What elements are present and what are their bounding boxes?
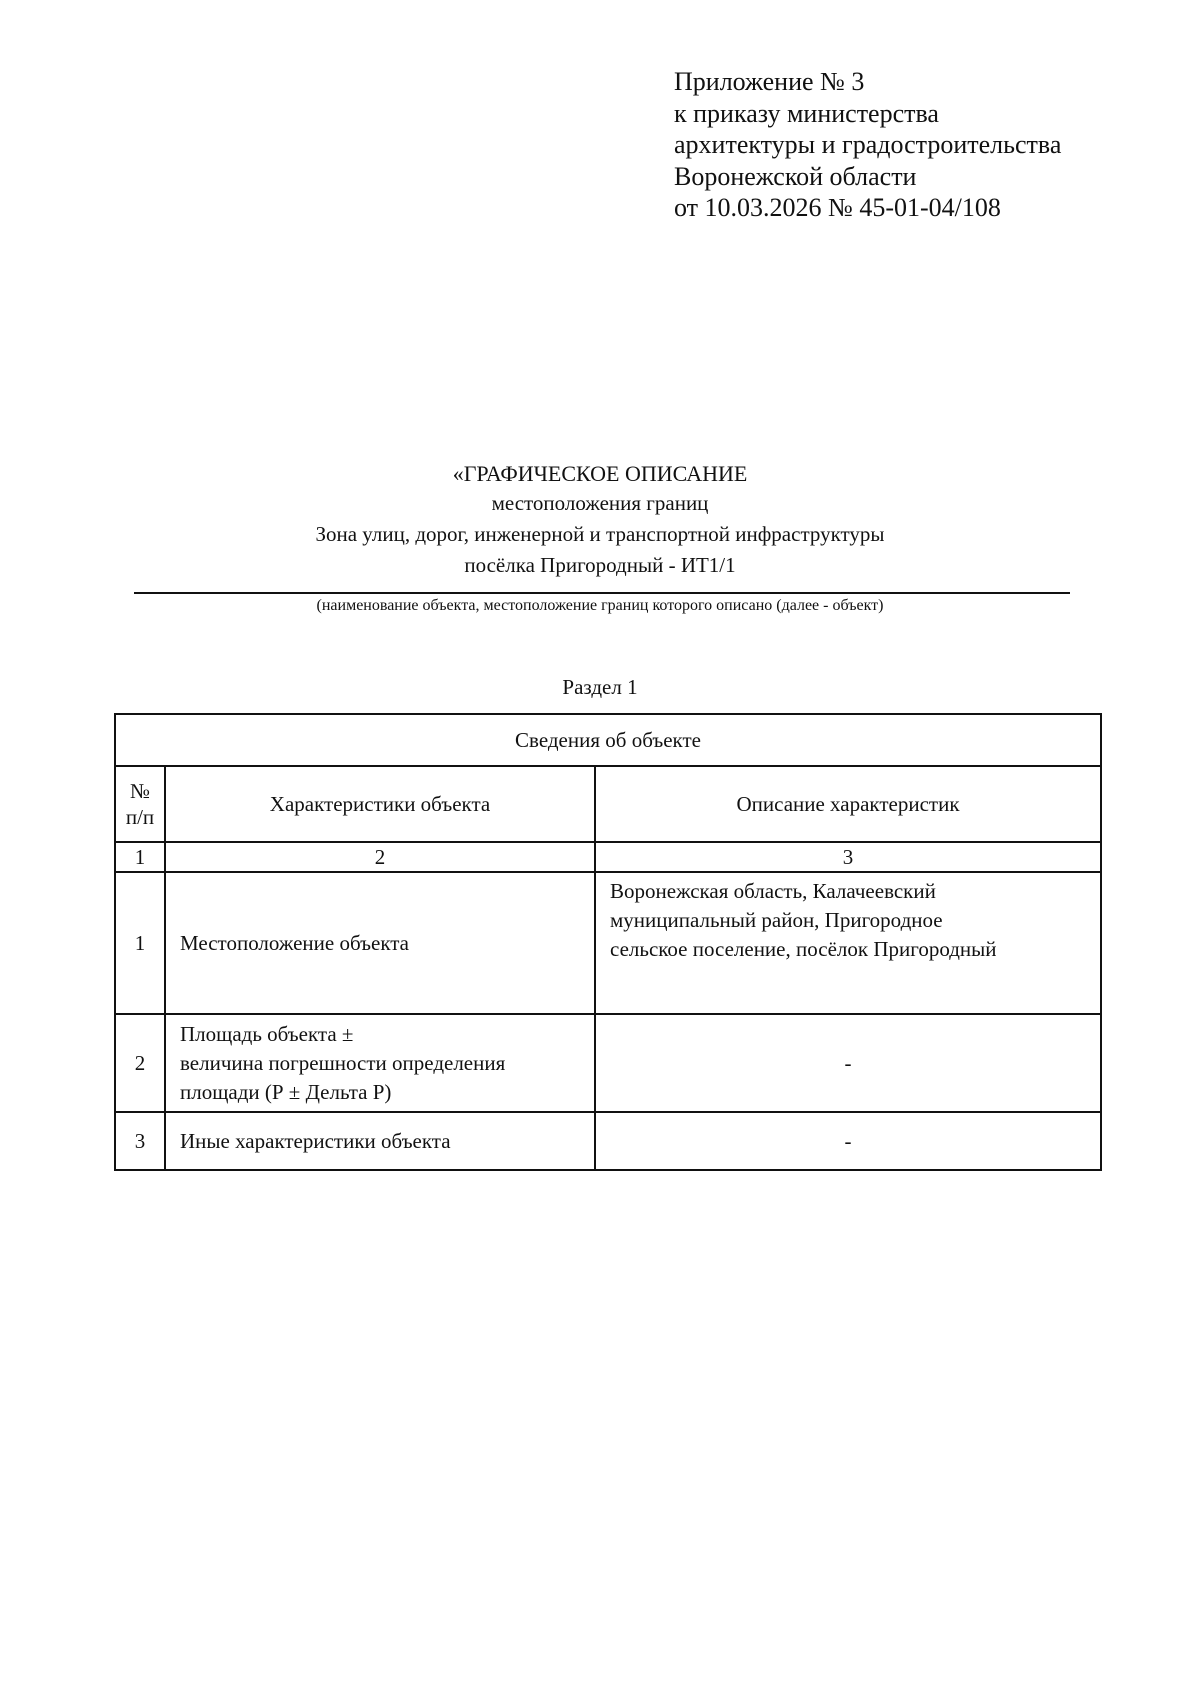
row-description: - [595, 1112, 1101, 1170]
object-name-line: посёлка Пригородный - ИТ1/1 [464, 553, 736, 577]
table-row [115, 872, 1101, 1014]
row-description: - [595, 1014, 1101, 1112]
title-caption: (наименование объекта, местоположение границ которого описано (далее - объект) [316, 597, 884, 614]
column-header-characteristics: Характеристики объекта [165, 766, 595, 842]
characteristic-line: величина погрешности определения [180, 1050, 506, 1075]
title-main: «ГРАФИЧЕСКОЕ ОПИСАНИЕ [452, 461, 748, 486]
row-number: 3 [115, 1112, 165, 1170]
table-column-header-row [115, 766, 1101, 842]
column-number: 2 [165, 842, 595, 872]
title-subtitle: местоположения границ [491, 491, 709, 515]
table-row [115, 1112, 1101, 1170]
row-number: 1 [115, 872, 165, 1014]
title-underline [134, 592, 1070, 594]
appendix-line: архитектуры и градостроительства [674, 130, 1062, 159]
characteristic-line: Площадь объекта ± [180, 1021, 354, 1046]
table-row [115, 1014, 1101, 1112]
description-line: Воронежская область, Калачеевский [610, 879, 936, 903]
appendix-line: к приказу министерства [674, 98, 939, 128]
row-characteristic: Местоположение объекта [165, 872, 595, 1014]
row-description [595, 872, 1101, 1014]
column-header-num-line: п/п [125, 805, 155, 829]
column-header-num [115, 766, 165, 842]
column-header-num-line: № [129, 779, 151, 803]
column-number: 3 [595, 842, 1101, 872]
description-line: сельское поселение, посёлок Пригородный [610, 937, 997, 961]
document-title [130, 460, 1070, 581]
table-heading-row [115, 714, 1101, 766]
table-column-number-row [115, 842, 1101, 872]
column-number: 1 [115, 842, 165, 872]
appendix-line: Воронежской области [674, 161, 917, 191]
section-label: Раздел 1 [562, 675, 638, 699]
row-characteristic [165, 1014, 595, 1112]
row-number: 2 [115, 1014, 165, 1112]
table-heading: Сведения об объекте [115, 714, 1101, 766]
appendix-line: от 10.03.2026 № 45-01-04/108 [674, 193, 1001, 222]
appendix-header [674, 66, 1061, 224]
description-line: муниципальный район, Пригородное [610, 908, 943, 932]
row-characteristic: Иные характеристики объекта [165, 1112, 595, 1170]
object-name-line: Зона улиц, дорог, инженерной и транспортной инфраструктуры [315, 522, 885, 546]
appendix-line: Приложение № 3 [674, 67, 865, 96]
characteristic-line: площади (Р ± Дельта Р) [180, 1079, 392, 1104]
column-header-description: Описание характеристик [595, 766, 1101, 842]
object-info-table [114, 713, 1102, 1171]
